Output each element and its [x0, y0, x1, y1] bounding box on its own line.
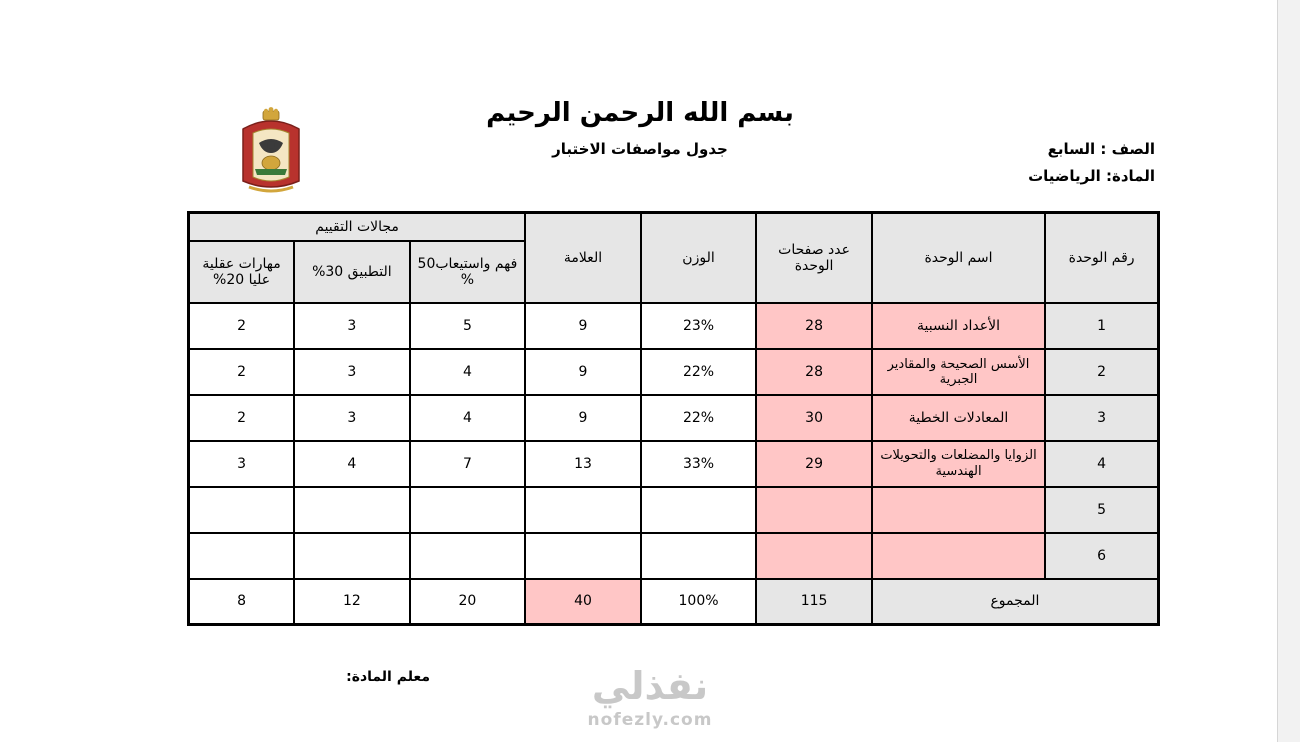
teacher-signature-label: معلم المادة: — [346, 669, 430, 685]
total-row — [189, 579, 1159, 625]
page-title: بسم الله الرحمن الرحيم — [486, 98, 794, 128]
understanding-cell — [410, 487, 526, 533]
grade-label: الصف : السابع — [1047, 140, 1155, 158]
page-scroll-edge — [1277, 0, 1300, 742]
unit-name-cell: الأسس الصحيحة والمقادير الجبرية — [872, 349, 1045, 395]
watermark-arabic: نفذلي — [591, 664, 709, 708]
page-count-cell: 29 — [756, 441, 872, 487]
unit-number-cell: 2 — [1045, 349, 1158, 395]
table-row — [189, 349, 1159, 395]
table-header-row — [189, 213, 1159, 241]
application-cell: 3 — [294, 349, 410, 395]
header-weight: الوزن — [641, 213, 757, 303]
unit-name-cell: الزوايا والمضلعات والتحويلات الهندسية — [872, 441, 1045, 487]
higher-order-cell — [189, 487, 295, 533]
higher-order-cell: 2 — [189, 303, 295, 349]
table-row — [189, 441, 1159, 487]
unit-name-cell — [872, 487, 1045, 533]
application-cell: 4 — [294, 441, 410, 487]
unit-number-cell: 3 — [1045, 395, 1158, 441]
unit-number-cell: 4 — [1045, 441, 1158, 487]
mark-cell: 9 — [525, 303, 641, 349]
page-count-cell — [756, 487, 872, 533]
total-higher-order: 8 — [189, 579, 295, 625]
table-row — [189, 395, 1159, 441]
header-unit-number: رقم الوحدة — [1045, 213, 1158, 303]
page-count-cell: 28 — [756, 303, 872, 349]
table-row — [189, 303, 1159, 349]
coat-of-arms-icon — [237, 107, 305, 195]
higher-order-cell: 3 — [189, 441, 295, 487]
weight-cell — [641, 533, 757, 579]
header-understanding: فهم واستيعاب50 % — [410, 241, 526, 303]
total-mark: 40 — [525, 579, 641, 625]
total-weight: 100% — [641, 579, 757, 625]
table-row — [189, 487, 1159, 533]
application-cell — [294, 487, 410, 533]
unit-name-cell: الأعداد النسبية — [872, 303, 1045, 349]
watermark — [565, 662, 735, 742]
mark-cell — [525, 487, 641, 533]
higher-order-cell: 2 — [189, 349, 295, 395]
weight-cell: 33% — [641, 441, 757, 487]
test-specification-table — [187, 211, 1160, 626]
understanding-cell: 4 — [410, 395, 526, 441]
understanding-cell: 5 — [410, 303, 526, 349]
mark-cell: 13 — [525, 441, 641, 487]
page-count-cell: 28 — [756, 349, 872, 395]
page-count-cell — [756, 533, 872, 579]
higher-order-cell: 2 — [189, 395, 295, 441]
mark-cell: 9 — [525, 349, 641, 395]
application-cell: 3 — [294, 395, 410, 441]
weight-cell: 22% — [641, 395, 757, 441]
unit-number-cell: 5 — [1045, 487, 1158, 533]
understanding-cell — [410, 533, 526, 579]
weight-cell — [641, 487, 757, 533]
unit-name-cell — [872, 533, 1045, 579]
unit-number-cell: 1 — [1045, 303, 1158, 349]
understanding-cell: 7 — [410, 441, 526, 487]
total-pages: 115 — [756, 579, 872, 625]
total-application: 12 — [294, 579, 410, 625]
unit-name-cell: المعادلات الخطية — [872, 395, 1045, 441]
header-unit-name: اسم الوحدة — [872, 213, 1045, 303]
page-count-cell: 30 — [756, 395, 872, 441]
total-understanding: 20 — [410, 579, 526, 625]
subject-label: المادة: الرياضيات — [1028, 167, 1155, 185]
higher-order-cell — [189, 533, 295, 579]
header-application: التطبيق 30% — [294, 241, 410, 303]
unit-number-cell: 6 — [1045, 533, 1158, 579]
watermark-url: nofezly.com — [587, 710, 713, 730]
header-mark: العلامة — [525, 213, 641, 303]
weight-cell: 23% — [641, 303, 757, 349]
understanding-cell: 4 — [410, 349, 526, 395]
table-row — [189, 533, 1159, 579]
application-cell — [294, 533, 410, 579]
total-label: المجموع — [872, 579, 1159, 625]
header-higher-order-skills: مهارات عقلية عليا 20% — [189, 241, 295, 303]
mark-cell: 9 — [525, 395, 641, 441]
weight-cell: 22% — [641, 349, 757, 395]
header-assessment-domains: مجالات التقييم — [189, 213, 526, 241]
application-cell: 3 — [294, 303, 410, 349]
header-page-count: عدد صفحات الوحدة — [756, 213, 872, 303]
page-subtitle: جدول مواصفات الاختبار — [552, 140, 728, 158]
mark-cell — [525, 533, 641, 579]
